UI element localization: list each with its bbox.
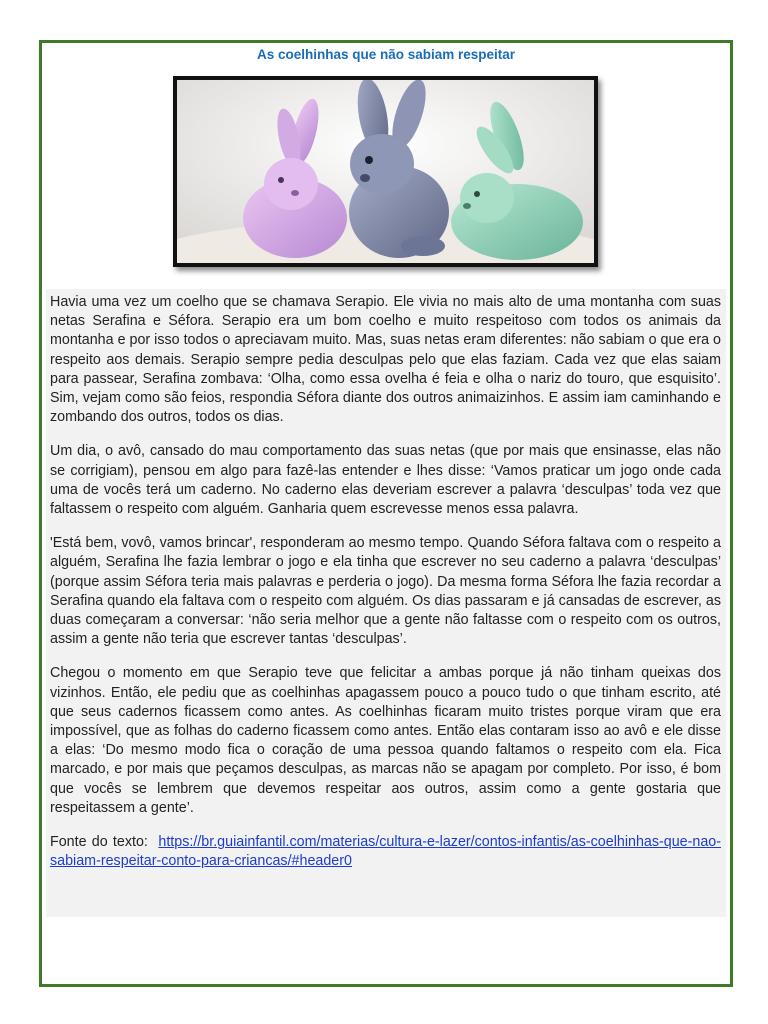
paragraph-3: 'Está bem, vovô, vamos brincar', responderam ao mesmo tempo. Quando Séfora faltava com o respeito a alguém, Serafina lhe fazia lembrar o jogo e ela tinha que escrever no seu caderno a palavra ‘desculpas’ (porque assim Séfora teria mais palavras e perderia o jogo). Da mesma forma Séfora lhe fazia recordar a Serafina quando ela faltava com o respeito com alguém. Os dias passaram e já cansadas de escrever, as duas começaram a conversar: ‘não seria melhor que a gente não faltasse com o respeito com os outros, assim a gente não teria que escrever tantas ‘desculpas’. [50,535,721,648]
bunnies-illustration [177,80,594,263]
source-line [50,833,721,871]
paragraph-4: Chegou o momento em que Serapio teve que felicitar a ambas porque já não tinham queixas dos vizinhos. Então, ele pediu que as coelhinhas apagassem pouco a pouco tudo o que tinham escrito, até que seus cadernos ficassem como antes. As coelhinhas ficaram muito tristes porque viram que era impossível, que as folhas do caderno ficassem como antes. Então elas contaram isso ao avô e ele disse a elas: ‘Do mesmo modo fica o coração de uma pessoa quando faltamos o respeito com ela. Fica marcado, e por mais que peçamos desculpas, as marcas não se apagam por completo. Por isso, é bom que vocês se lembrem que devemos respeitar aos outros, assim como a gente gostaria que respeitassem a gente’. [50,665,721,816]
bunnies-photo [173,76,598,267]
paragraph-1: Havia uma vez um coelho que se chamava Serapio. Ele vivia no mais alto de uma montanha com suas netas Serafina e Séfora. Serapio era um bom coelho e muito respeitoso com todos os animais da montanha e por isso todos o apreciavam muito. Mas, suas netas eram diferentes: não sabiam o que era o respeito aos demais. Serapio sempre pedia desculpas pelo que elas faziam. Cada vez que elas saiam para passear, Serafina zombava: ‘Olha, como essa ovelha é feia e olha o nariz do touro, que esquisito’. Sim, vejam como são feios, respondia Séfora diante dos outros animaizinhos. E assim iam caminhando e zombando dos outros, todos os dias. [50,294,721,426]
source-label: Fonte do texto: [50,834,148,851]
story-body [46,289,726,917]
paragraph-2: Um dia, o avô, cansado do mau comportamento das suas netas (que por mais que ensinasse, elas não se corrigiam), pensou em algo para fazê-las entender e lhes disse: ‘Vamos praticar um jogo onde cada uma de vocês terá um caderno. No caderno elas deveriam escrever a palavra ‘desculpas’ toda vez que faltassem o respeito com alguém. Ganharia quem escrevesse menos essa palavra. [50,443,721,518]
source-link[interactable]: https://br.guiainfantil.com/materias/cultura-e-lazer/contos-infantis/as-coelhinhas-que-nao-sabiam-respeitar-conto-para-criancas/#header0 [50,834,721,870]
page-frame [39,40,733,987]
story-title: As coelhinhas que não sabiam respeitar [256,47,516,62]
